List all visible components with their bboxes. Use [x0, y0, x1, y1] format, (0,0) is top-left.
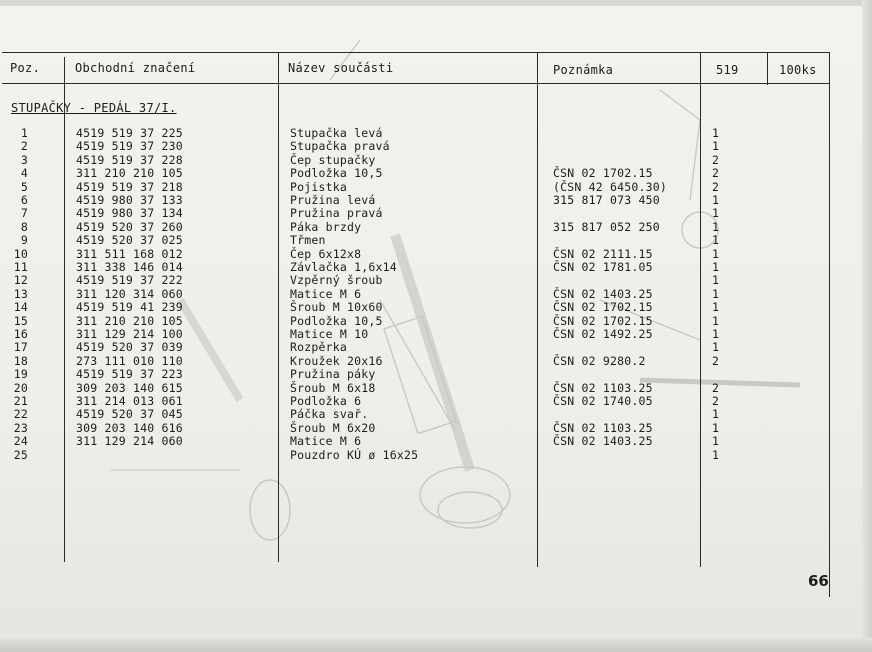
cell-part-name: Matice M 10: [290, 327, 369, 341]
header-poz: Poz.: [10, 61, 41, 75]
cell-trade-code: 311 511 168 012: [76, 246, 183, 261]
cell-trade-code: 4519 520 37 045: [76, 407, 183, 422]
cell-quantity: 1: [712, 286, 720, 301]
header-qty-519: 519: [716, 63, 739, 77]
cell-part-name: Páka brzdy: [290, 219, 362, 234]
header-note: Poznámka: [553, 63, 614, 77]
cell-position: 6: [20, 193, 28, 207]
cell-trade-code: 4519 980 37 133: [76, 193, 183, 207]
header-code: Obchodní značení: [75, 61, 196, 75]
cell-quantity: 1: [712, 407, 720, 422]
cell-part-name: Šroub M 6x18: [290, 380, 376, 395]
cell-position: 9: [20, 233, 28, 248]
cell-quantity: 2: [712, 394, 720, 408]
table-row: [0, 194, 872, 207]
cell-position: 14: [13, 300, 28, 315]
cell-position: 10: [13, 246, 28, 261]
table-row: [0, 395, 872, 408]
cell-note: ČSN 02 1403.25: [553, 286, 653, 301]
cell-part-name: Pojistka: [290, 179, 347, 194]
cell-part-name: Matice M 6: [290, 434, 362, 449]
table-row: [0, 315, 872, 328]
cell-note: ČSN 02 1702.15: [553, 300, 653, 315]
cell-position: 7: [20, 206, 28, 221]
table-row: [0, 422, 872, 435]
cell-note: 315 817 073 450: [553, 193, 660, 207]
table-row: [0, 274, 872, 287]
cell-position: 20: [13, 380, 28, 395]
cell-trade-code: 4519 980 37 134: [76, 206, 183, 221]
cell-part-name: Kroužek 20x16: [290, 353, 383, 368]
cell-position: 11: [13, 260, 28, 274]
cell-quantity: 1: [712, 273, 720, 288]
cell-trade-code: 4519 519 37 223: [76, 367, 183, 382]
cell-trade-code: 311 210 210 105: [76, 166, 183, 181]
cell-position: 15: [13, 313, 28, 328]
cell-position: 18: [13, 353, 28, 368]
cell-part-name: Třmen: [290, 233, 326, 248]
cell-trade-code: 311 129 214 100: [76, 327, 183, 341]
cell-trade-code: 4519 519 37 228: [76, 152, 183, 167]
cell-position: 16: [13, 327, 28, 341]
cell-note: ČSN 02 1702.15: [553, 166, 653, 181]
cell-trade-code: 309 203 140 615: [76, 380, 183, 395]
cell-note: ČSN 02 1103.25: [553, 420, 653, 435]
table-header-rule: [2, 83, 830, 84]
cell-position: 4: [20, 166, 28, 181]
cell-trade-code: 311 129 214 060: [76, 434, 183, 449]
page-number: 66: [808, 572, 829, 590]
cell-quantity: 1: [712, 193, 720, 207]
cell-quantity: 1: [712, 126, 720, 140]
cell-note: ČSN 02 1492.25: [553, 327, 653, 341]
cell-position: 22: [13, 407, 28, 422]
cell-trade-code: 311 214 013 061: [76, 394, 183, 408]
cell-part-name: Podložka 6: [290, 394, 362, 408]
cell-part-name: Šroub M 6x20: [290, 420, 376, 435]
cell-quantity: 1: [712, 313, 720, 328]
table-row: [0, 288, 872, 301]
cell-part-name: Pružina páky: [290, 367, 376, 382]
cell-quantity: 1: [712, 260, 720, 274]
cell-quantity: 1: [712, 447, 720, 462]
cell-trade-code: 273 111 010 110: [76, 353, 183, 368]
cell-note: ČSN 02 1103.25: [553, 380, 653, 395]
cell-part-name: Pouzdro KÚ ø 16x25: [290, 447, 419, 462]
cell-trade-code: 4519 519 37 222: [76, 273, 183, 288]
table-row: [0, 301, 872, 314]
header-name: Název součásti: [288, 61, 394, 75]
cell-quantity: 1: [712, 139, 720, 154]
cell-note: ČSN 02 1781.05: [553, 260, 653, 274]
table-row: [0, 181, 872, 194]
cell-trade-code: 4519 519 37 230: [76, 139, 183, 154]
cell-position: 24: [13, 434, 28, 449]
cell-position: 21: [13, 394, 28, 408]
cell-trade-code: 311 120 314 060: [76, 286, 183, 301]
cell-position: 23: [13, 420, 28, 435]
cell-quantity: 2: [712, 152, 720, 167]
cell-trade-code: 4519 520 37 260: [76, 219, 183, 234]
column-divider-5: [767, 52, 768, 85]
cell-quantity: 1: [712, 420, 720, 435]
table-row: [0, 127, 872, 140]
cell-note: 315 817 052 250: [553, 219, 660, 234]
cell-part-name: Šroub M 10x60: [290, 300, 383, 315]
paper-edge-bottom: [0, 638, 872, 652]
cell-part-name: Čep 6x12x8: [290, 246, 362, 261]
cell-quantity: 1: [712, 434, 720, 449]
cell-trade-code: 311 338 146 014: [76, 260, 183, 274]
cell-note: ČSN 02 9280.2: [553, 353, 646, 368]
table-row: [0, 140, 872, 153]
table-row: [0, 408, 872, 421]
cell-quantity: 1: [712, 219, 720, 234]
cell-trade-code: 311 210 210 105: [76, 313, 183, 328]
cell-position: 8: [20, 219, 28, 234]
cell-part-name: Stupačka levá: [290, 126, 383, 140]
cell-trade-code: 4519 519 37 218: [76, 179, 183, 194]
table-row: [0, 221, 872, 234]
table-top-rule: [2, 52, 830, 53]
cell-part-name: Stupačka pravá: [290, 139, 390, 154]
cell-note: ČSN 02 1740.05: [553, 394, 653, 408]
cell-part-name: Páčka svař.: [290, 407, 369, 422]
section-title: STUPAČKY - PEDÁL 37/I.: [11, 101, 177, 115]
cell-part-name: Podložka 10,5: [290, 313, 383, 328]
cell-quantity: 2: [712, 353, 720, 368]
cell-part-name: Vzpěrný šroub: [290, 273, 383, 288]
cell-trade-code: 4519 520 37 039: [76, 340, 183, 355]
table-row: [0, 435, 872, 448]
cell-position: 17: [13, 340, 28, 355]
cell-part-name: Pružina levá: [290, 193, 376, 207]
table-row: [0, 248, 872, 261]
table-row: [0, 341, 872, 354]
cell-note: ČSN 02 2111.15: [553, 246, 653, 261]
cell-quantity: 1: [712, 206, 720, 221]
cell-part-name: Čep stupačky: [290, 152, 376, 167]
cell-trade-code: 309 203 140 616: [76, 420, 183, 435]
cell-part-name: Pružina pravá: [290, 206, 383, 221]
cell-position: 13: [13, 286, 28, 301]
cell-trade-code: 4519 520 37 025: [76, 233, 183, 248]
cell-note: ČSN 02 1702.15: [553, 313, 653, 328]
table-row: [0, 355, 872, 368]
cell-quantity: 2: [712, 179, 720, 194]
cell-trade-code: 4519 519 41 239: [76, 300, 183, 315]
cell-quantity: 1: [712, 233, 720, 248]
cell-part-name: Matice M 6: [290, 286, 362, 301]
table-row: [0, 382, 872, 395]
cell-position: 5: [20, 179, 28, 194]
table-row: [0, 234, 872, 247]
table-row: [0, 167, 872, 180]
table-row: [0, 328, 872, 341]
cell-quantity: 2: [712, 166, 720, 181]
header-qty-100ks: 100ks: [779, 63, 817, 77]
table-row: [0, 449, 872, 462]
cell-part-name: Podložka 10,5: [290, 166, 383, 181]
paper-edge-top: [0, 0, 872, 6]
cell-note: (ČSN 42 6450.30): [553, 179, 667, 194]
cell-note: ČSN 02 1403.25: [553, 434, 653, 449]
cell-quantity: 1: [712, 246, 720, 261]
cell-position: 25: [13, 447, 28, 462]
table-row: [0, 261, 872, 274]
cell-trade-code: 4519 519 37 225: [76, 126, 183, 140]
cell-position: 12: [13, 273, 28, 288]
cell-quantity: 1: [712, 300, 720, 315]
table-row: [0, 207, 872, 220]
table-row: [0, 368, 872, 381]
cell-part-name: Rozpěrka: [290, 340, 347, 355]
cell-position: 19: [13, 367, 28, 382]
cell-part-name: Závlačka 1,6x14: [290, 260, 397, 274]
cell-quantity: 2: [712, 380, 720, 395]
cell-quantity: 1: [712, 340, 720, 355]
table-row: [0, 154, 872, 167]
cell-quantity: 1: [712, 327, 720, 341]
cell-position: 2: [20, 139, 28, 154]
cell-position: 3: [20, 152, 28, 167]
cell-position: 1: [20, 126, 28, 140]
